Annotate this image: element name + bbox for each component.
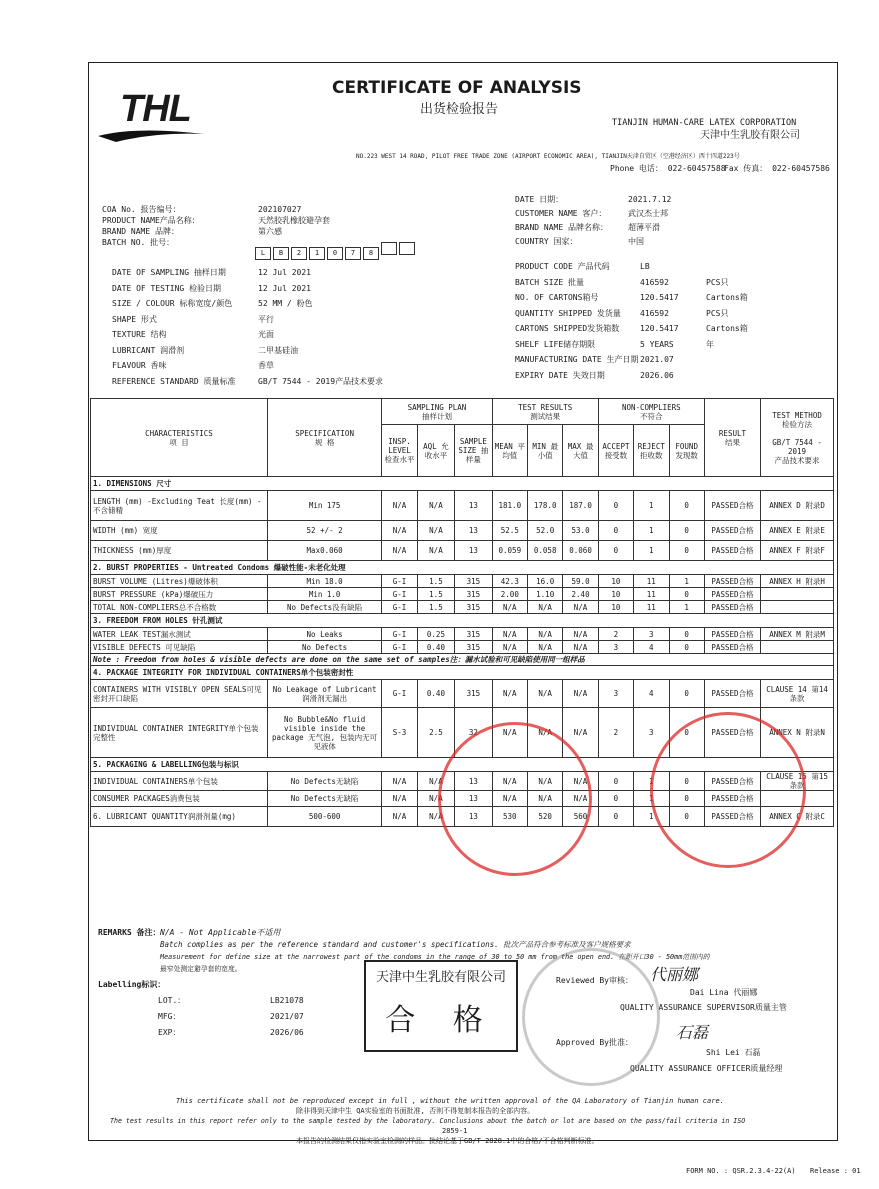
spec-label: DATE OF TESTING 检验日期 (112, 283, 222, 293)
cell-aql: 1.5 (417, 588, 454, 601)
cell-char: BURST VOLUME (Litres)爆破体积 (91, 575, 268, 588)
spec-value: 52 MM / 粉色 (258, 299, 313, 308)
cell-min: 520 (528, 807, 563, 827)
cell-rej: 1 (634, 807, 669, 827)
remarks-line-3: Measurement for define size at the narrowest part of the condoms in the range of 30 to 50 mm from the open end. 在距开口30 - 50mm范围内的 (160, 953, 710, 961)
cell-aql: N/A (417, 491, 454, 521)
table-note: Note : Freedom from holes & visible defects are done on the same set of samples注：漏水试验和可见缺陷使用同一组样品 (91, 654, 834, 666)
cell-rej: 1 (634, 772, 669, 791)
cell-insp: N/A (382, 521, 417, 541)
info-value: 202107027 (258, 205, 302, 214)
mfg-label: MFG： (158, 1012, 181, 1021)
company-seal-1 (438, 722, 592, 876)
cell-found: 0 (669, 491, 704, 521)
cell-min: 178.0 (528, 491, 563, 521)
cell-n: 13 (455, 772, 492, 791)
approver-name: Shi Lei 石磊 (706, 1048, 761, 1057)
cell-aql: 0.25 (417, 628, 454, 641)
qc-stamp-pass: 合 格 (385, 1003, 497, 1038)
mfg-value: 2021/07 (270, 1012, 304, 1021)
spec-value: GB/T 7544 - 2019产品技术要求 (258, 376, 384, 386)
info-value: 武汉杰士邦 (628, 209, 668, 218)
cell-found: 0 (669, 521, 704, 541)
cell-rej: 4 (634, 680, 669, 708)
th-min: MIN 最小值 (528, 425, 563, 477)
cell-char: WIDTH (mm) 宽度 (91, 521, 268, 541)
cell-found: 0 (669, 588, 704, 601)
spec-label: EXPIRY DATE 失效日期 (515, 370, 605, 380)
cell-n: 13 (455, 491, 492, 521)
cell-spec: 52 +/- 2 (267, 521, 381, 541)
cell-rej: 3 (634, 628, 669, 641)
cell-aql: 0.40 (417, 680, 454, 708)
batch-number-boxes (255, 240, 417, 260)
cell-found: 0 (669, 807, 704, 827)
company-fax: Fax 传真： 022-60457586 (724, 164, 830, 173)
spec-unit: 年 (706, 339, 714, 349)
cell-acc: 0 (598, 541, 633, 561)
th-aql: AQL 允收水平 (417, 425, 454, 477)
exp-value: 2026/06 (270, 1028, 304, 1037)
approver-title: QUALITY ASSURANCE OFFICER质量经理 (630, 1064, 783, 1073)
cell-spec: Min 175 (267, 491, 381, 521)
cell-char: VISIBLE DEFECTS 可见缺陷 (91, 641, 268, 654)
cell-max: 53.0 (563, 521, 598, 541)
cell-aql: N/A (417, 807, 454, 827)
cell-found: 0 (669, 708, 704, 758)
batch-digit (399, 242, 415, 255)
cell-min: N/A (528, 601, 563, 614)
cell-insp: G-I (382, 575, 417, 588)
cell-min: N/A (528, 628, 563, 641)
spec-label: REFERENCE STANDARD 质量标准 (112, 376, 236, 386)
batch-digit: L (255, 247, 271, 260)
th-non-compliers: NON-COMPLIERS 不符合 (598, 399, 704, 425)
info-label: PRODUCT NAME产品名称： (102, 216, 200, 225)
cell-char: TOTAL NON-COMPLIERS总不合格数 (91, 601, 268, 614)
cell-aql: 0.40 (417, 641, 454, 654)
cell-max: N/A (563, 791, 598, 807)
spec-label: QUANTITY SHIPPED 发货量 (515, 308, 621, 318)
cell-mean: N/A (492, 641, 527, 654)
remarks-label: REMARKS 备注： (98, 928, 161, 937)
batch-digit: 8 (363, 247, 379, 260)
remarks-line-4: 最窄处测定避孕套的宽度。 (160, 965, 242, 973)
cell-method: CLAUSE 14 第14条款 (761, 680, 834, 708)
cell-spec: No Leakage of Lubricant润滑剂无漏出 (267, 680, 381, 708)
info-value: 超薄平滑 (628, 223, 660, 232)
remarks-line-2: Batch complies as per the reference standard and customer's specifications. 批次产品符合参考标准及客户规格要求 (160, 940, 631, 949)
cell-method (761, 641, 834, 654)
spec-value: 2026.06 (640, 370, 674, 380)
th-method: TEST METHOD 检验方法 GB/T 7544 - 2019 产品技术要求 (761, 399, 834, 477)
cell-insp: N/A (382, 807, 417, 827)
cell-result: PASSED合格 (704, 708, 760, 758)
footer-line-4: 2859-1 (442, 1127, 468, 1135)
cell-spec: No Bubble&No fluid visible inside the package 无气泡, 包装内无可见液体 (267, 708, 381, 758)
qc-stamp-company: 天津中生乳胶有限公司 (375, 970, 506, 985)
cell-mean: 42.3 (492, 575, 527, 588)
cell-method: ANNEX N 附录N (761, 708, 834, 758)
release-number: Release : 01 (810, 1167, 861, 1175)
cell-result: PASSED合格 (704, 641, 760, 654)
spec-value: 416592 (640, 308, 669, 318)
cell-rej: 1 (634, 521, 669, 541)
cell-max: N/A (563, 641, 598, 654)
doc-title-cn: 出货检验报告 (420, 102, 499, 117)
cell-insp: G-I (382, 588, 417, 601)
cell-result: PASSED合格 (704, 807, 760, 827)
cell-max: 2.40 (563, 588, 598, 601)
cell-rej: 4 (634, 641, 669, 654)
cell-aql: N/A (417, 541, 454, 561)
section-title: 5. PACKAGING & LABELLING包装与标识 (91, 758, 834, 772)
cell-insp: N/A (382, 772, 417, 791)
cell-method (761, 601, 834, 614)
cell-result: PASSED合格 (704, 628, 760, 641)
qc-pass-stamp (364, 960, 518, 1052)
spec-label: PRODUCT CODE 产品代码 (515, 262, 610, 271)
cell-aql: 1.5 (417, 601, 454, 614)
cell-insp: S-3 (382, 708, 417, 758)
spec-value: LB (640, 262, 650, 271)
info-label: BRAND NAME 品牌名称： (515, 223, 608, 232)
th-specification: SPECIFICATION 规 格 (267, 399, 381, 477)
cell-insp: G-I (382, 628, 417, 641)
cell-acc: 0 (598, 521, 633, 541)
cell-mean: N/A (492, 772, 527, 791)
footer-line-1: This certificate shall not be reproduced except in full , without the written approval of the QA Laboratory of Tianjin human care. (176, 1097, 724, 1105)
spec-value: 120.5417 (640, 293, 679, 302)
cell-char: BURST PRESSURE (kPa)爆破压力 (91, 588, 268, 601)
cell-spec: No Defects无缺陷 (267, 772, 381, 791)
cell-insp: G-I (382, 601, 417, 614)
spec-label: SHAPE 形式 (112, 314, 157, 324)
cell-found: 0 (669, 680, 704, 708)
cell-found: 1 (669, 575, 704, 588)
lot-label: LOT.： (158, 996, 186, 1005)
cell-found: 0 (669, 641, 704, 654)
cell-mean: N/A (492, 791, 527, 807)
cell-max: N/A (563, 680, 598, 708)
spec-label: SHELF LIFE储存期限 (515, 339, 596, 349)
cell-max: 560 (563, 807, 598, 827)
cell-min: N/A (528, 772, 563, 791)
cell-mean: N/A (492, 708, 527, 758)
spec-value: 2021.07 (640, 355, 674, 364)
cell-min: 52.0 (528, 521, 563, 541)
cell-insp: N/A (382, 541, 417, 561)
spec-label: BATCH SIZE 批量 (515, 277, 584, 287)
cell-min: N/A (528, 791, 563, 807)
cell-mean: N/A (492, 628, 527, 641)
cell-max: 187.0 (563, 491, 598, 521)
spec-value: 5 YEARS (640, 339, 674, 349)
cell-rej: 11 (634, 601, 669, 614)
batch-digit: B (273, 247, 289, 260)
spec-label: CARTONS SHIPPED发货箱数 (515, 324, 620, 333)
section-title: 3. FREEDOM FROM HOLES 针孔测试 (91, 614, 834, 628)
cell-spec: Min 18.0 (267, 575, 381, 588)
cell-method: ANNEX M 附录M (761, 628, 834, 641)
cell-acc: 0 (598, 491, 633, 521)
cell-aql: 2.5 (417, 708, 454, 758)
cell-min: N/A (528, 641, 563, 654)
cell-mean: 0.059 (492, 541, 527, 561)
cell-aql: N/A (417, 772, 454, 791)
cell-min: 1.10 (528, 588, 563, 601)
doc-title: CERTIFICATE OF ANALYSIS (332, 78, 582, 98)
spec-value: 光面 (258, 330, 274, 339)
cell-method: ANNEX D 附录D (761, 491, 834, 521)
labelling-label: Labelling标识： (98, 980, 166, 989)
company-logo: THL (120, 88, 191, 130)
spec-label: FLAVOUR 香味 (112, 361, 167, 370)
cell-result: PASSED合格 (704, 588, 760, 601)
cell-max: N/A (563, 601, 598, 614)
cell-rej: 11 (634, 588, 669, 601)
info-value: 第六感 (258, 227, 282, 236)
spec-value: 二甲基硅油 (258, 345, 298, 355)
spec-label: MANUFACTURING DATE 生产日期 (515, 355, 639, 364)
cell-min: 16.0 (528, 575, 563, 588)
approved-by-label: Approved By批准： (556, 1038, 633, 1047)
cell-spec: No Leaks (267, 628, 381, 641)
th-sample: SAMPLE SIZE 抽样量 (455, 425, 492, 477)
cell-insp: N/A (382, 491, 417, 521)
info-value: 天然胶乳橡胶避孕套 (258, 216, 330, 225)
info-value: 2021.7.12 (628, 195, 672, 204)
lot-value: LB21078 (270, 996, 304, 1005)
cell-acc: 10 (598, 588, 633, 601)
reviewer-signature: 代丽娜 (650, 965, 699, 984)
form-number: FORM NO. : QSR.2.3.4-22(A) (686, 1167, 796, 1175)
cell-method (761, 588, 834, 601)
cell-acc: 3 (598, 680, 633, 708)
cell-n: 315 (455, 641, 492, 654)
cell-n: 315 (455, 575, 492, 588)
cell-max: N/A (563, 708, 598, 758)
cell-n: 315 (455, 680, 492, 708)
footer-line-5: 本报告的检测结果仅指实验室检测的样品。批结论基于GB/T 2828.1中的合格/不合格判断标准。 (296, 1137, 599, 1145)
spec-value: 12 Jul 2021 (258, 283, 311, 293)
cell-found: 0 (669, 791, 704, 807)
cell-n: 13 (455, 541, 492, 561)
cell-char: INDIVIDUAL CONTAINERS单个包装 (91, 772, 268, 791)
spec-value: 平行 (258, 314, 274, 324)
cell-method: ANNEX E 附录E (761, 521, 834, 541)
cell-n: 13 (455, 807, 492, 827)
cell-result: PASSED合格 (704, 791, 760, 807)
cell-min: N/A (528, 680, 563, 708)
logo-swoosh-icon (96, 124, 206, 146)
cell-mean: 2.00 (492, 588, 527, 601)
th-found: FOUND 发现数 (669, 425, 704, 477)
cell-char: 6. LUBRICANT QUANTITY润滑剂量(mg) (91, 807, 268, 827)
footer-line-2: 除非得到天津中生 QA实验室的书面批准, 否则不得复制本报告的全部内容。 (296, 1107, 535, 1115)
cell-max: 0.060 (563, 541, 598, 561)
cell-n: 13 (455, 521, 492, 541)
spec-value: 120.5417 (640, 324, 679, 333)
spec-label: LUBRICANT 润滑剂 (112, 345, 185, 355)
cell-acc: 0 (598, 807, 633, 827)
inspection-seal (522, 948, 660, 1086)
batch-digit (381, 242, 397, 255)
cell-char: INDIVIDUAL CONTAINER INTEGRITY单个包装完整性 (91, 708, 268, 758)
cell-rej: 3 (634, 708, 669, 758)
cell-rej: 11 (634, 575, 669, 588)
cell-max: N/A (563, 772, 598, 791)
exp-label: EXP： (158, 1028, 181, 1037)
cell-spec: No Defects无缺陷 (267, 791, 381, 807)
cell-rej: 1 (634, 791, 669, 807)
th-test-results: TEST RESULTS 测试结果 (492, 399, 598, 425)
cell-char: CONSUMER PACKAGES消费包装 (91, 791, 268, 807)
th-result: RESULT 结果 (704, 399, 760, 477)
cell-max: N/A (563, 628, 598, 641)
info-label: COA No. 报告编号： (102, 205, 181, 214)
cell-spec: No Defects (267, 641, 381, 654)
company-phone: Phone 电话： 022-60457588 (610, 164, 726, 173)
cell-method: CLAUSE 15 第15条款 (761, 772, 834, 791)
cell-acc: 3 (598, 641, 633, 654)
cell-mean: 181.0 (492, 491, 527, 521)
company-address: NO.223 WEST 14 ROAD, PILOT FREE TRADE ZONE (AIRPORT ECONOMIC AREA), TIANJIN天津自贸区（空港经济区）西十四道223号 (356, 153, 740, 160)
cell-rej: 1 (634, 491, 669, 521)
th-sampling-plan: SAMPLING PLAN 抽样计划 (382, 399, 492, 425)
spec-label: TEXTURE 结构 (112, 330, 167, 339)
cell-insp: G-I (382, 680, 417, 708)
company-seal-2 (650, 712, 806, 868)
cell-method: ANNEX C 附录C (761, 807, 834, 827)
cell-char: WATER LEAK TEST漏水测试 (91, 628, 268, 641)
spec-label: NO. OF CARTONS箱号 (515, 293, 599, 302)
spec-unit: Cartons箱 (706, 324, 748, 333)
spec-label: SIZE / COLOUR 标称宽度/颜色 (112, 299, 233, 308)
cell-insp: G-I (382, 641, 417, 654)
batch-digit: 7 (345, 247, 361, 260)
cell-min: N/A (528, 708, 563, 758)
cell-min: 0.058 (528, 541, 563, 561)
reviewer-title: QUALITY ASSURANCE SUPERVISOR质量主管 (620, 1003, 787, 1012)
spec-unit: PCS只 (706, 308, 729, 318)
cell-method: ANNEX F 附录F (761, 541, 834, 561)
th-reject: REJECT 拒收数 (634, 425, 669, 477)
th-characteristics: CHARACTERISTICS 项 目 (91, 399, 268, 477)
cell-result: PASSED合格 (704, 541, 760, 561)
remarks-line-1: N/A - Not Applicable不适用 (160, 928, 281, 937)
spec-unit: PCS只 (706, 277, 729, 287)
approver-signature: 石磊 (676, 1023, 709, 1042)
cell-max: 59.0 (563, 575, 598, 588)
spec-value: 香草 (258, 361, 274, 370)
cell-char: LENGTH (mm) -Excluding Teat 长度(mm) - 不含储精 (91, 491, 268, 521)
cell-acc: 2 (598, 708, 633, 758)
cell-mean: N/A (492, 601, 527, 614)
info-label: COUNTRY 国家： (515, 237, 578, 246)
reviewer-name: Dai Lina 代丽娜 (690, 988, 758, 997)
info-value: 中国 (628, 237, 644, 246)
batch-digit: 1 (309, 247, 325, 260)
cell-aql: N/A (417, 791, 454, 807)
cell-mean: N/A (492, 680, 527, 708)
cell-found: 1 (669, 601, 704, 614)
cell-n: 315 (455, 588, 492, 601)
cell-acc: 0 (598, 772, 633, 791)
cell-insp: N/A (382, 791, 417, 807)
cell-result: PASSED合格 (704, 601, 760, 614)
cell-result: PASSED合格 (704, 772, 760, 791)
cell-spec: Min 1.0 (267, 588, 381, 601)
spec-value: 416592 (640, 277, 669, 287)
cell-n: 32 (455, 708, 492, 758)
info-label: DATE 日期： (515, 195, 564, 204)
info-label: CUSTOMER NAME 客户： (515, 209, 607, 218)
company-name-cn: 天津中生乳胶有限公司 (700, 130, 800, 141)
cell-aql: N/A (417, 521, 454, 541)
cell-rej: 1 (634, 541, 669, 561)
info-label: BRAND NAME 品牌： (102, 227, 179, 236)
section-title: 4. PACKAGE INTEGRITY FOR INDIVIDUAL CONTAINERS单个包装密封性 (91, 666, 834, 680)
cell-n: 13 (455, 791, 492, 807)
footer-line-3: The test results in this report refer only to the sample tested by the laboratory. Conclusions about the batch or lot are based on the pass/fail criteria in ISO (110, 1117, 746, 1125)
cell-char: THICKNESS (mm)厚度 (91, 541, 268, 561)
cell-method: ANNEX H 附录H (761, 575, 834, 588)
th-insp: INSP. LEVEL 检查水平 (382, 425, 417, 477)
batch-digit: 2 (291, 247, 307, 260)
cell-acc: 10 (598, 601, 633, 614)
spec-unit: Cartons箱 (706, 293, 748, 302)
section-title: 2. BURST PROPERTIES - Untreated Condoms 爆破性能-未老化处理 (91, 561, 834, 575)
th-mean: MEAN 平均值 (492, 425, 527, 477)
cell-n: 315 (455, 601, 492, 614)
cell-result: PASSED合格 (704, 680, 760, 708)
cell-spec: Max0.060 (267, 541, 381, 561)
cell-acc: 0 (598, 791, 633, 807)
company-name: TIANJIN HUMAN-CARE LATEX CORPORATION (612, 118, 797, 128)
spec-value: 12 Jul 2021 (258, 268, 311, 277)
cell-result: PASSED合格 (704, 575, 760, 588)
cell-spec: 500-600 (267, 807, 381, 827)
cell-mean: 530 (492, 807, 527, 827)
batch-digit: 0 (327, 247, 343, 260)
cell-acc: 2 (598, 628, 633, 641)
section-title: 1. DIMENSIONS 尺寸 (91, 477, 834, 491)
th-max: MAX 最大值 (563, 425, 598, 477)
th-accept: ACCEPT 接受数 (598, 425, 633, 477)
cell-found: 0 (669, 772, 704, 791)
info-label: BATCH NO. 批号： (102, 238, 175, 247)
cell-spec: No Defects没有缺陷 (267, 601, 381, 614)
cell-result: PASSED合格 (704, 491, 760, 521)
cell-result: PASSED合格 (704, 521, 760, 541)
cell-aql: 1.5 (417, 575, 454, 588)
cell-char: CONTAINERS WITH VISIBLY OPEN SEALS可见密封开口缺陷 (91, 680, 268, 708)
cell-mean: 52.5 (492, 521, 527, 541)
cell-n: 315 (455, 628, 492, 641)
spec-label: DATE OF SAMPLING 抽样日期 (112, 268, 226, 277)
reviewed-by-label: Reviewed By审核： (556, 976, 633, 985)
cell-found: 0 (669, 628, 704, 641)
cell-acc: 10 (598, 575, 633, 588)
cell-found: 0 (669, 541, 704, 561)
